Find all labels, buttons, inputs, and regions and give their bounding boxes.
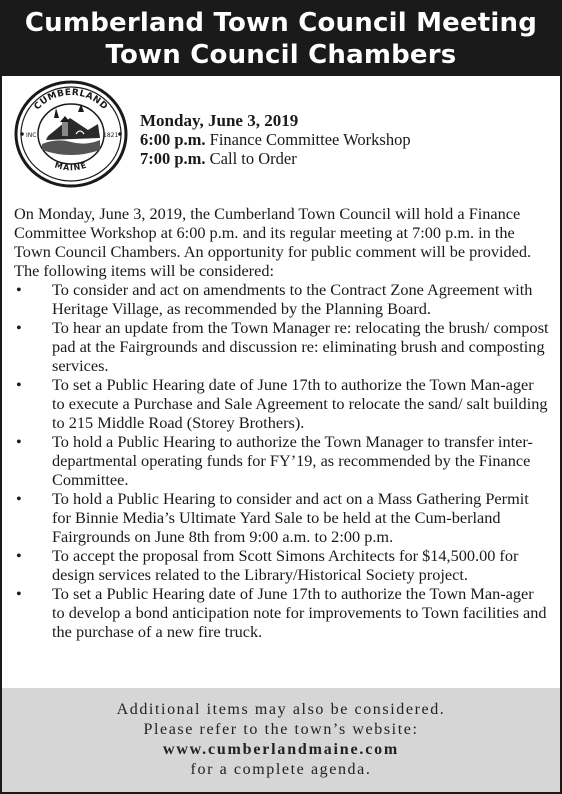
footer-line-additional: Additional items may also be considered. — [116, 701, 446, 718]
bullet-icon: • — [16, 318, 22, 337]
footer-line-agenda: for a complete agenda. — [190, 761, 372, 778]
agenda-item — [14, 546, 550, 584]
bullet-icon: • — [16, 432, 22, 451]
agenda-item-text: To hear an update from the Town Manager re: relocating the brush/ compost pad at the Fairgrounds and discussion re: eliminating brush and composting services. — [52, 318, 549, 375]
agenda-item-text: To consider and act on amendments to the Contract Zone Agreement with Heritage Village, as recommended by the Planning Board. — [52, 280, 533, 318]
town-seal-logo — [12, 78, 130, 190]
agenda-item — [14, 584, 550, 641]
header-title: Cumberland Town Council Meeting — [24, 8, 538, 38]
schedule-time: 6:00 p.m. — [140, 129, 206, 149]
schedule-time: 7:00 p.m. — [140, 148, 206, 168]
agenda-item-text: To accept the proposal from Scott Simons Architects for $14,500.00 for design services related to the Library/Historical Society project. — [52, 546, 519, 584]
agenda-item — [14, 375, 550, 432]
agenda-item — [14, 489, 550, 546]
agenda-item — [14, 432, 550, 489]
bullet-icon: • — [16, 280, 22, 299]
agenda-item — [14, 280, 550, 318]
bullet-icon: • — [16, 489, 22, 508]
agenda-item-text: To hold a Public Hearing to consider and act on a Mass Gathering Permit for Binnie Media’s Ultimate Yard Sale to be held at the Cum-berland Fairgrounds on June 8th from 9:00 a.m. to 2:00 p.m. — [52, 489, 529, 546]
agenda-list — [14, 280, 550, 641]
notice-footer — [2, 688, 560, 792]
meeting-date: Monday, June 3, 2019 — [140, 110, 299, 130]
schedule-item-call-to-order — [140, 149, 411, 168]
intro-paragraph: On Monday, June 3, 2019, the Cumberland Town Council will hold a Finance Committee Workshop at 6:00 p.m. and its regular meeting at 7:00 p.m. in the Town Council Chambers. An opportunity for public comment will be provided. The following items will be considered: — [14, 204, 532, 280]
website-link[interactable]: www.cumberlandmaine.com — [162, 741, 400, 758]
schedule-desc: Call to Order — [205, 148, 297, 168]
notice-header — [2, 2, 560, 76]
notice-body — [2, 192, 560, 641]
agenda-item-text: To hold a Public Hearing to authorize the Town Manager to transfer inter-departmental operating funds for FY’19, as recommended by the Finance Committee. — [52, 432, 533, 489]
footer-line-refer: Please refer to the town’s website: — [143, 721, 419, 738]
agenda-item-text: To set a Public Hearing date of June 17th to authorize the Town Man-ager to execute a Purchase and Sale Agreement to relocate the sand/ salt building to 215 Middle Road (Storey Brothers). — [52, 375, 548, 432]
agenda-item-text: To set a Public Hearing date of June 17th to authorize the Town Man-ager to develop a bond anticipation note for improvements to Town facilities and the purchase of a new fire truck. — [52, 584, 547, 641]
bullet-icon: • — [16, 584, 22, 603]
meeting-schedule — [140, 111, 411, 168]
schedule-item-workshop — [140, 130, 411, 149]
agenda-item — [14, 318, 550, 375]
bullet-icon: • — [16, 375, 22, 394]
meeting-info — [2, 76, 560, 192]
schedule-desc: Finance Committee Workshop — [205, 129, 411, 149]
bullet-icon: • — [16, 546, 22, 565]
seal-left-text: INC — [26, 132, 37, 139]
seal-top-text: CUMBERLAND — [32, 87, 110, 113]
seal-right-text: 1821 — [103, 132, 119, 139]
header-location: Town Council Chambers — [105, 40, 457, 70]
seal-bottom-text: MAINE — [53, 160, 89, 173]
